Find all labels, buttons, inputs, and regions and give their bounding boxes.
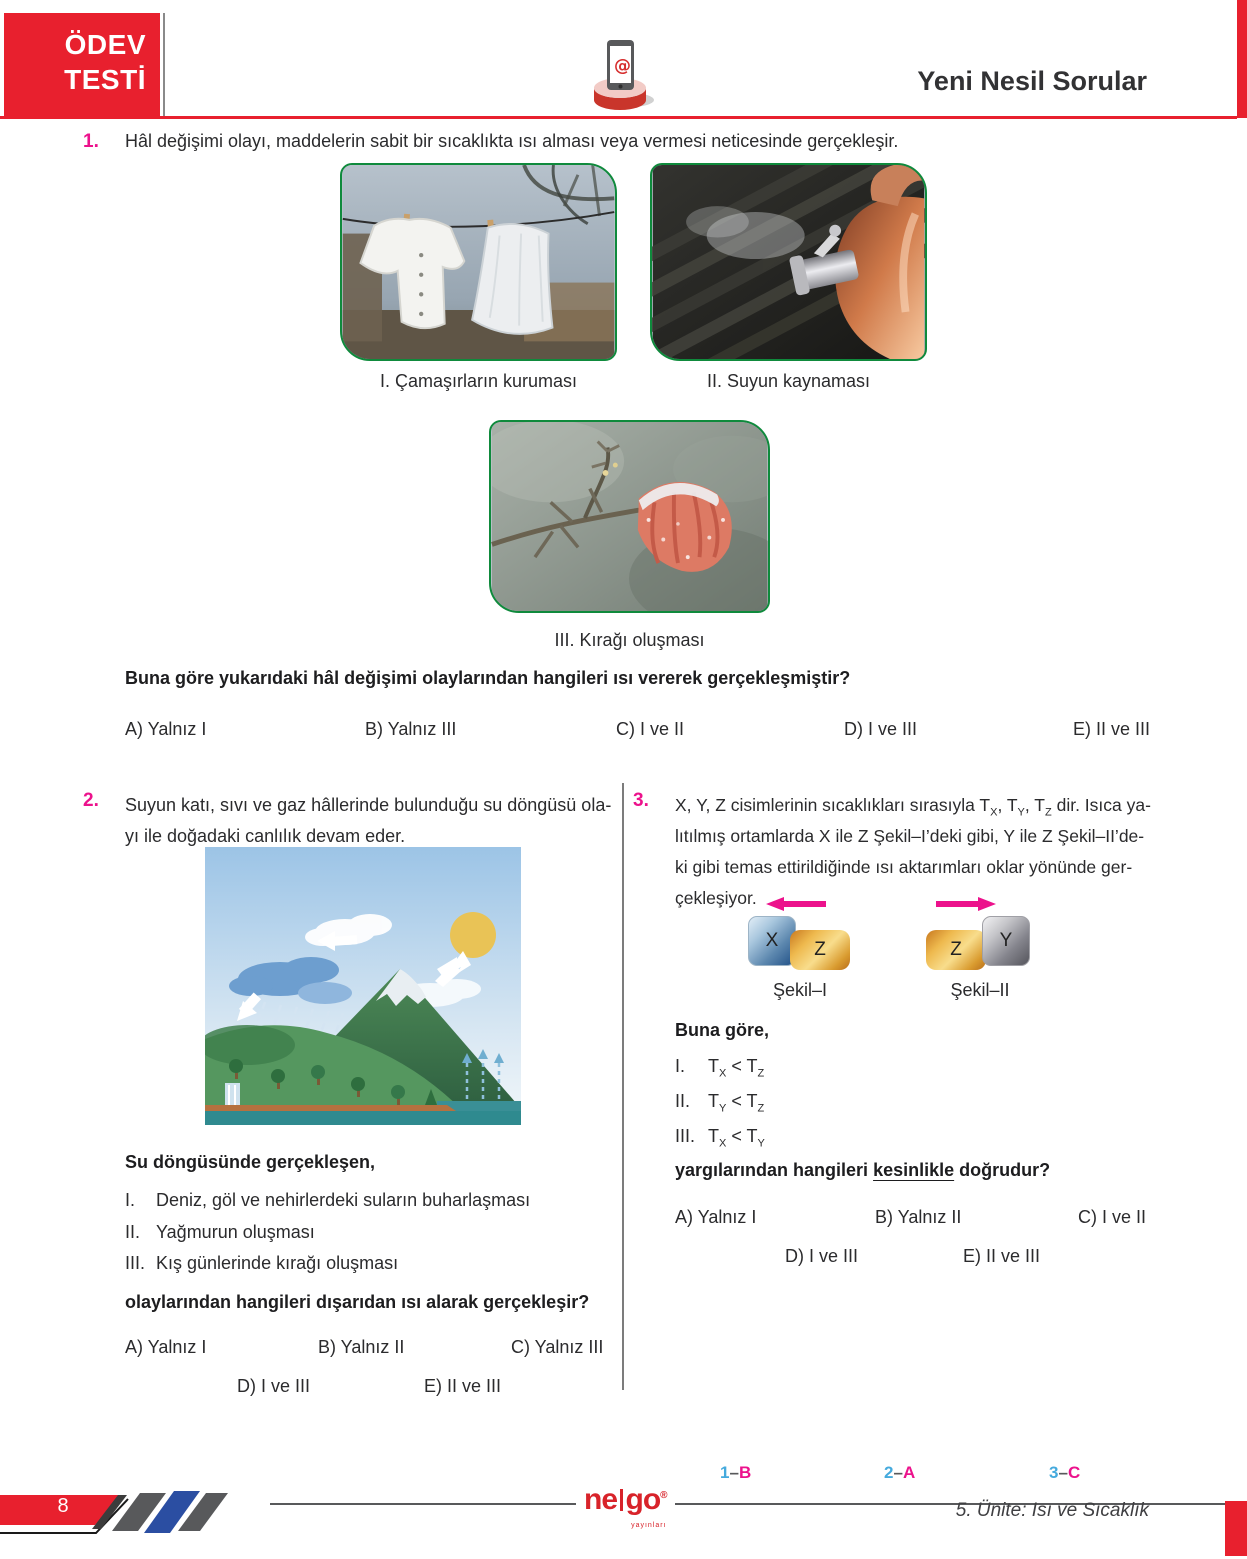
q3-option-b: B) Yalnız II	[875, 1207, 962, 1227]
q2-number: 2.	[83, 790, 99, 811]
page-title: Yeni Nesil Sorular	[917, 66, 1147, 96]
laundry-photo	[340, 163, 617, 361]
q2-item3-text: Kış günlerinde kırağı oluşması	[156, 1253, 399, 1273]
phone-at-icon	[578, 24, 666, 114]
frost-flower-photo	[489, 420, 770, 613]
q3-intro-line2: lıtılmış ortamlarda X ile Z Şekil–I’deki gibi, Y ile Z Şekil–II’de-	[675, 826, 1145, 846]
q3-statement1-formula: $T_X < T_Z$	[708, 1056, 765, 1080]
unit-title: 5. Ünite: Isı ve Sıcaklık	[955, 1500, 1149, 1521]
q3-option-a: A) Yalnız I	[675, 1207, 757, 1227]
q1-question: Buna göre yukarıdaki hâl değişimi olaylarından hangileri ısı vererek gerçekleşmiştir?	[125, 668, 851, 688]
logo-divider	[620, 1489, 623, 1511]
header-right-bar	[1237, 0, 1247, 118]
q1-figure3-caption: III. Kırağı oluşması	[554, 630, 705, 650]
q2-option-c: C) Yalnız III	[511, 1337, 604, 1357]
footer-red-corner	[1225, 1501, 1247, 1556]
q1-option-c: C) I ve II	[616, 719, 685, 739]
block-z-fig1	[790, 930, 850, 970]
answer-2-number: 2	[884, 1463, 894, 1482]
q2-item1-text: Deniz, göl ve nehirlerdeki suların buharlaşması	[156, 1190, 531, 1210]
q3-heading: Buna göre,	[675, 1020, 770, 1040]
block-y	[982, 916, 1030, 966]
q2-option-e: E) II ve III	[424, 1376, 502, 1396]
q2-item2-label: II.	[125, 1222, 141, 1242]
q2-item2-text: Yağmurun oluşması	[156, 1222, 315, 1242]
badge-divider	[163, 13, 165, 116]
q3-question-post: doğrudur?	[954, 1160, 1051, 1180]
q3-intro-line3: ki gibi temas ettirildiğinde ısı aktarımları oklar yönünde ger-	[675, 857, 1133, 877]
q3-statement2-formula: $T_Y < T_Z$	[708, 1091, 765, 1115]
logo-subtext: yayınları	[631, 1522, 667, 1529]
q2-item1-label: I.	[125, 1190, 136, 1210]
badge-line2: TESTİ	[64, 64, 146, 95]
q3-number: 3.	[633, 790, 649, 811]
logo-registered-mark: ®	[660, 1490, 667, 1501]
q3-option-d: D) I ve III	[785, 1246, 859, 1266]
q3-statement3-label: III.	[675, 1126, 696, 1146]
q3-figure1-caption: Şekil–I	[772, 980, 828, 1000]
q2-item3-label: III.	[125, 1253, 146, 1273]
block-z-fig1-label: Z	[814, 939, 826, 960]
q3-figure2-caption: Şekil–II	[950, 980, 1010, 1000]
q3-question-underlined: kesinlikle	[873, 1160, 955, 1180]
block-z-fig2	[926, 930, 986, 970]
page-tab-graphic	[0, 1487, 240, 1541]
q2-option-a: A) Yalnız I	[125, 1337, 207, 1357]
q3-option-c: C) I ve II	[1078, 1207, 1147, 1227]
q2-option-d: D) I ve III	[237, 1376, 311, 1396]
answer-3-dash: –	[1058, 1463, 1068, 1482]
q1-option-a: A) Yalnız I	[125, 719, 207, 739]
header-rule	[0, 116, 1237, 119]
q1-option-b: B) Yalnız III	[365, 719, 457, 739]
q1-figure1-caption: I. Çamaşırların kuruması	[379, 371, 578, 391]
q1-option-e: E) II ve III	[1073, 719, 1151, 739]
answer-key-3	[1049, 1463, 1080, 1483]
q1-intro: Hâl değişimi olayı, maddelerin sabit bir sıcaklıkta ısı alması veya vermesi neticesinde gerçekleşir.	[125, 131, 899, 151]
heat-flow-arrow-right	[936, 897, 996, 911]
nego-logo	[576, 1481, 675, 1541]
page-number: 8	[57, 1495, 69, 1517]
q1-figure2-caption: II. Suyun kaynaması	[706, 371, 871, 391]
q3-statement3-formula: $T_X < T_Y$	[708, 1126, 765, 1150]
q2-heading: Su döngüsünde gerçekleşen,	[125, 1152, 376, 1172]
q3-option-e: E) II ve III	[963, 1246, 1041, 1266]
block-z-fig2-label: Z	[950, 939, 962, 960]
q2-intro-line1: Suyun katı, sıvı ve gaz hâllerinde bulunduğu su döngüsü ola-	[125, 795, 612, 815]
logo-ne: ne	[584, 1483, 618, 1516]
q3-statement2-label: II.	[675, 1091, 691, 1111]
answer-2-dash: –	[893, 1463, 903, 1482]
q1-option-d: D) I ve III	[844, 719, 918, 739]
q3-question	[675, 1160, 1185, 1181]
answer-key-2	[884, 1463, 915, 1483]
q1-number: 1.	[83, 131, 99, 152]
kettle-photo	[650, 163, 927, 361]
answer-2-letter: A	[902, 1463, 916, 1482]
block-y-label: Y	[999, 930, 1013, 951]
q3-statement1-label: I.	[675, 1056, 686, 1076]
q2-question: olaylarından hangileri dışarıdan ısı alarak gerçekleşir?	[125, 1292, 590, 1312]
q2-intro-line2: yı ile doğadaki canlılık devam eder.	[125, 826, 406, 846]
block-x	[748, 916, 796, 966]
answer-3-number: 3	[1049, 1463, 1059, 1482]
badge-line1: ÖDEV	[64, 29, 146, 60]
heat-flow-arrow-left	[766, 897, 826, 911]
svg-text:@: @	[614, 56, 631, 76]
water-cycle-illustration	[205, 847, 521, 1125]
q3-intro-line4: çekleşiyor.	[675, 888, 757, 908]
answer-1-letter: B	[738, 1463, 752, 1482]
q2-option-b: B) Yalnız II	[318, 1337, 405, 1357]
q3-intro-line1: X, Y, Z cisimlerinin sıcaklıkları sırasıyla $T_X$, $T_Y$, $T_Z$ dir. Isıca ya-	[675, 795, 1151, 819]
logo-go: go	[625, 1483, 661, 1516]
answer-1-number: 1	[720, 1463, 730, 1482]
homework-test-badge	[4, 13, 160, 116]
answer-1-dash: –	[729, 1463, 739, 1482]
answer-3-letter: C	[1067, 1463, 1081, 1482]
block-x-label: X	[765, 930, 779, 951]
answer-key-1	[720, 1463, 751, 1483]
q3-question-pre: yargılarından hangileri	[675, 1160, 874, 1180]
